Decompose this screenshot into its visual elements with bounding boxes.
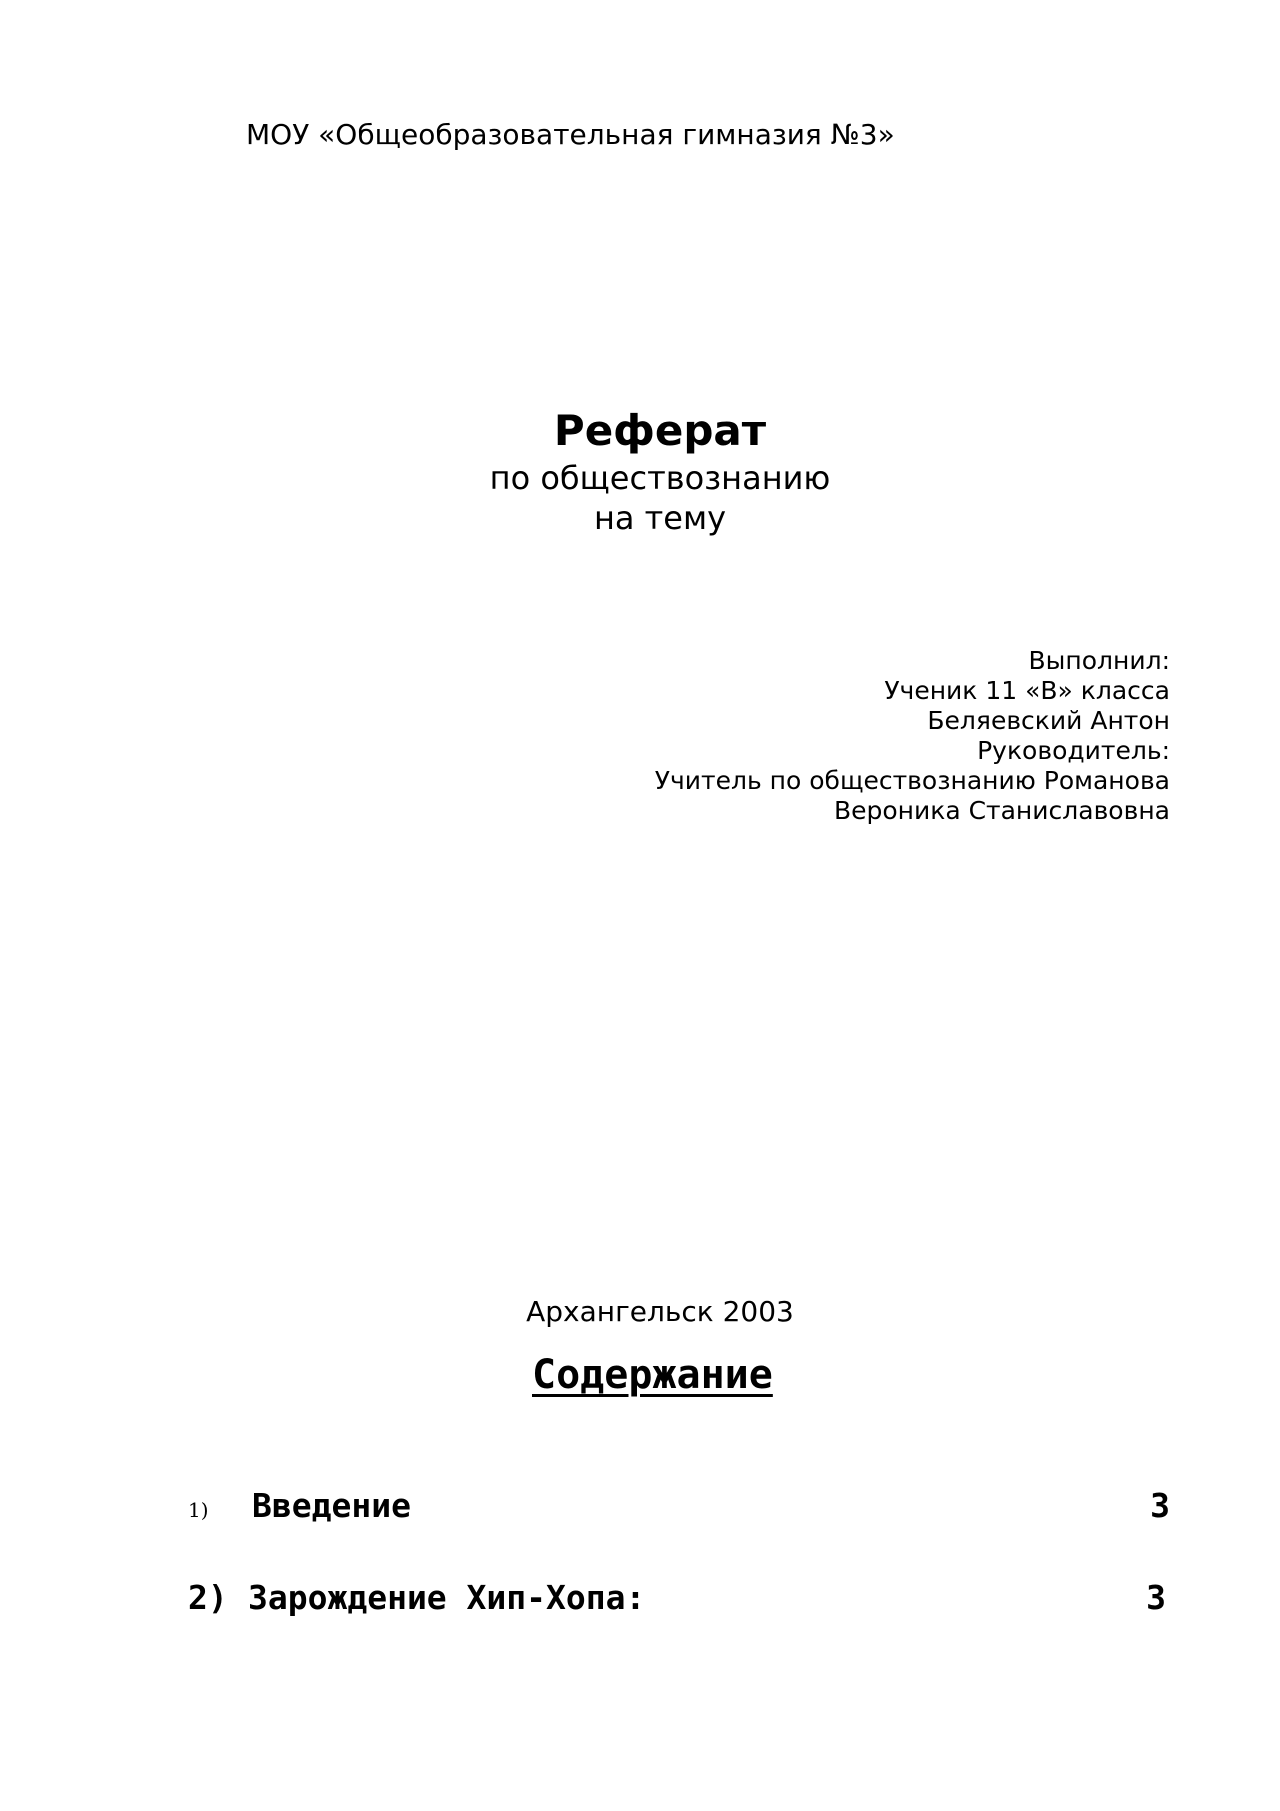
toc-item: [186, 1576, 1170, 1626]
document-title: Реферат: [553, 406, 767, 455]
author-block: [655, 646, 1170, 826]
author-line: Беляевский Антон: [927, 706, 1170, 735]
toc-item-label: Введение: [252, 1486, 411, 1525]
school-name: МОУ «Общеобразовательная гимназия №3»: [246, 118, 895, 151]
author-line: Ученик 11 «В» класса: [884, 676, 1170, 705]
title-block: [0, 404, 1280, 538]
toc-item-page: 3: [1150, 1486, 1170, 1525]
author-line: Вероника Станиславовна: [833, 796, 1170, 825]
toc-item-label: Зарождение Хип-Хопа:: [248, 1578, 646, 1617]
city-year: Архангельск 2003: [526, 1295, 794, 1328]
author-line: Учитель по обществознанию Романова: [654, 766, 1170, 795]
contents-heading: Содержание: [532, 1352, 773, 1398]
document-subject: по обществознанию: [489, 459, 831, 497]
author-line: Выполнил:: [1028, 646, 1170, 675]
toc-item-number: 1): [188, 1498, 209, 1522]
author-line: Руководитель:: [977, 736, 1170, 765]
toc-item-number: 2): [188, 1578, 228, 1617]
toc-item-page: 3: [1146, 1578, 1166, 1617]
document-topic-label: на тему: [593, 499, 727, 537]
toc-item: [186, 1484, 1170, 1534]
